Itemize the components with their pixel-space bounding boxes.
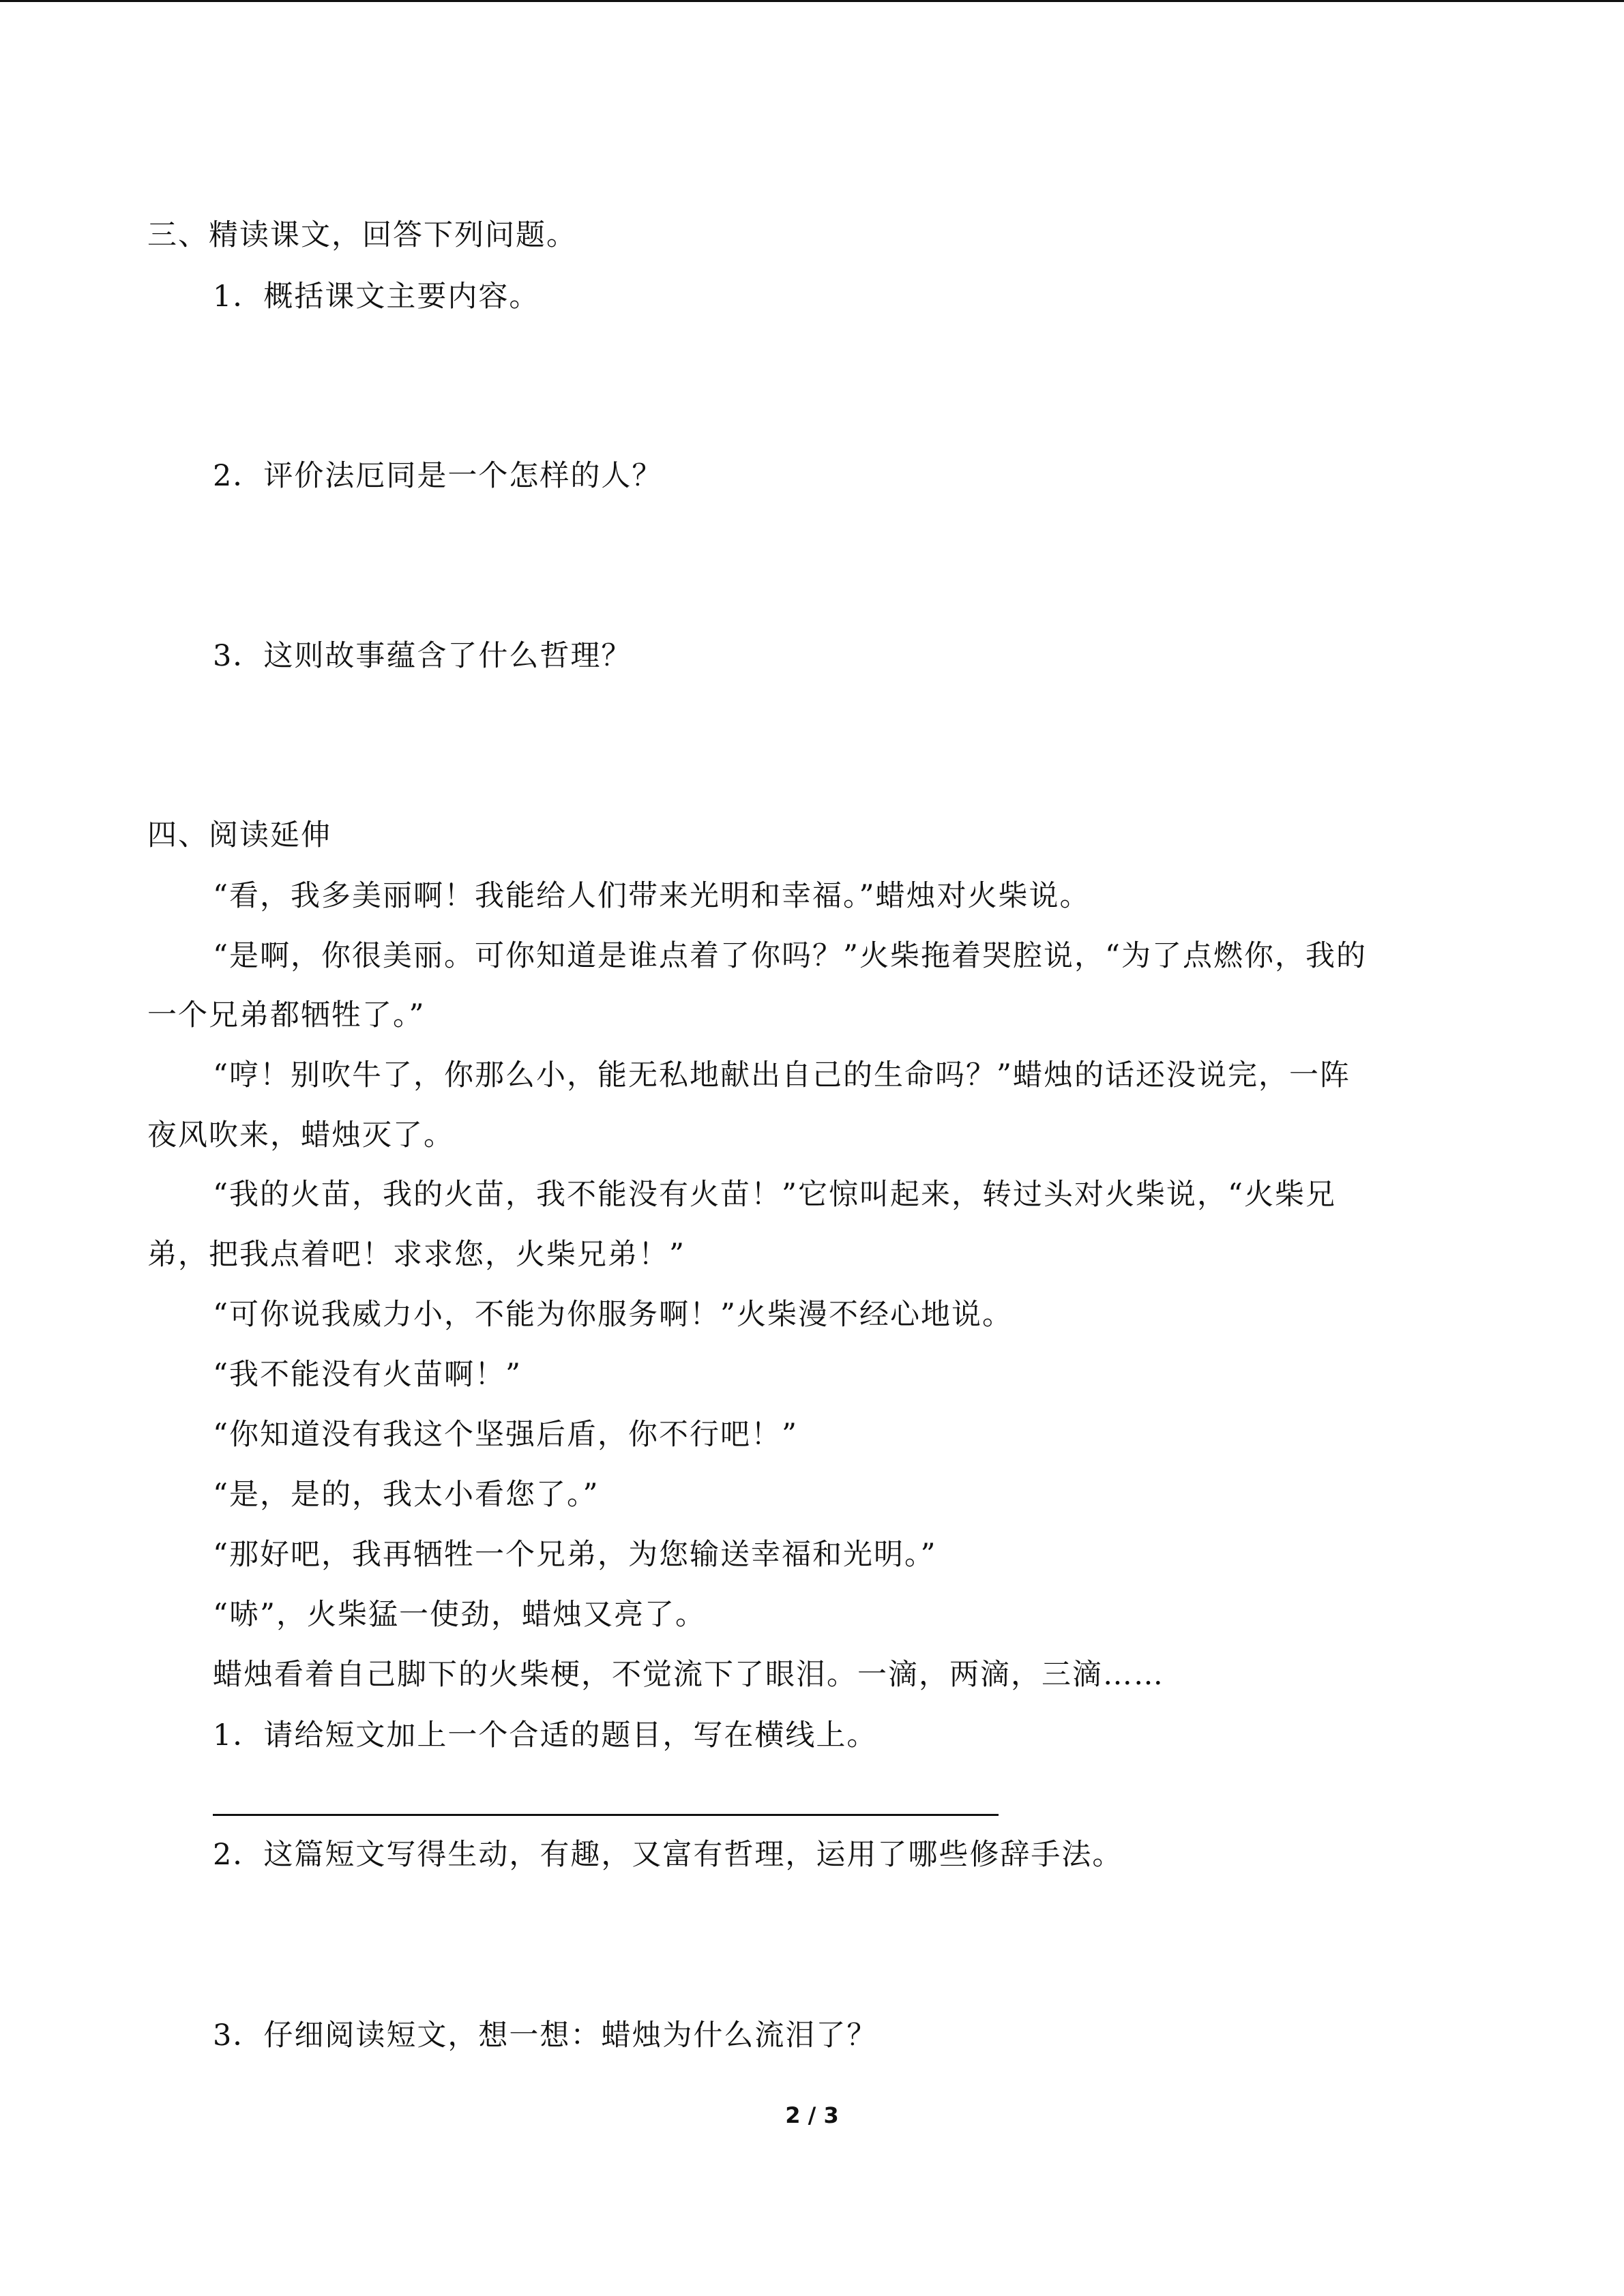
section-4-heading: 四、阅读延伸 bbox=[147, 818, 331, 852]
passage-line: “你知道没有我这个坚强后盾，你不行吧！” bbox=[213, 1418, 798, 1452]
title-answer-line[interactable] bbox=[213, 1814, 999, 1816]
passage-line: “哼！别吹牛了，你那么小，能无私地献出自己的生命吗？”蜡烛的话还没说完，一阵 bbox=[213, 1058, 1350, 1092]
section-3-heading: 三、精读课文，回答下列问题。 bbox=[147, 218, 577, 252]
section-4-question-1: 1．请给短文加上一个合适的题目，写在横线上。 bbox=[213, 1718, 878, 1753]
passage-line: “看，我多美丽啊！我能给人们带来光明和幸福。”蜡烛对火柴说。 bbox=[213, 879, 1091, 913]
passage-line: “可你说我威力小，不能为你服务啊！”火柴漫不经心地说。 bbox=[213, 1298, 1013, 1332]
passage-line: “哧”，火柴猛一使劲，蜡烛又亮了。 bbox=[213, 1598, 706, 1632]
passage-line: “是啊，你很美丽。可你知道是谁点着了你吗？”火柴拖着哭腔说，“为了点燃你，我的 bbox=[213, 939, 1367, 973]
passage-line: 弟，把我点着吧！求求您，火柴兄弟！” bbox=[147, 1238, 685, 1272]
section-4-question-3: 3．仔细阅读短文，想一想：蜡烛为什么流泪了？ bbox=[213, 2018, 878, 2053]
passage-line: “是，是的，我太小看您了。” bbox=[213, 1478, 600, 1512]
passage-line: 蜡烛看着自己脚下的火柴梗，不觉流下了眼泪。一滴，两滴，三滴…… bbox=[213, 1658, 1164, 1692]
passage-line: 夜风吹来，蜡烛灭了。 bbox=[147, 1118, 454, 1152]
passage-line: “我不能没有火苗啊！” bbox=[213, 1358, 522, 1392]
section-4-question-2: 2．这篇短文写得生动，有趣，又富有哲理，运用了哪些修辞手法。 bbox=[213, 1838, 1123, 1872]
passage-line: “我的火苗，我的火苗，我不能没有火苗！”它惊叫起来，转过头对火柴说，“火柴兄 bbox=[213, 1178, 1336, 1212]
passage-line: 一个兄弟都牺牲了。” bbox=[147, 998, 426, 1032]
section-3-question-1: 1．概括课文主要内容。 bbox=[213, 280, 540, 314]
section-3-question-2: 2．评价法厄同是一个怎样的人？ bbox=[213, 459, 663, 493]
page-number: 2 / 3 bbox=[785, 2102, 839, 2128]
top-border-rule bbox=[0, 0, 1624, 2]
section-3-question-3: 3．这则故事蕴含了什么哲理？ bbox=[213, 639, 632, 673]
passage-line: “那好吧，我再牺牲一个兄弟，为您输送幸福和光明。” bbox=[213, 1538, 937, 1572]
